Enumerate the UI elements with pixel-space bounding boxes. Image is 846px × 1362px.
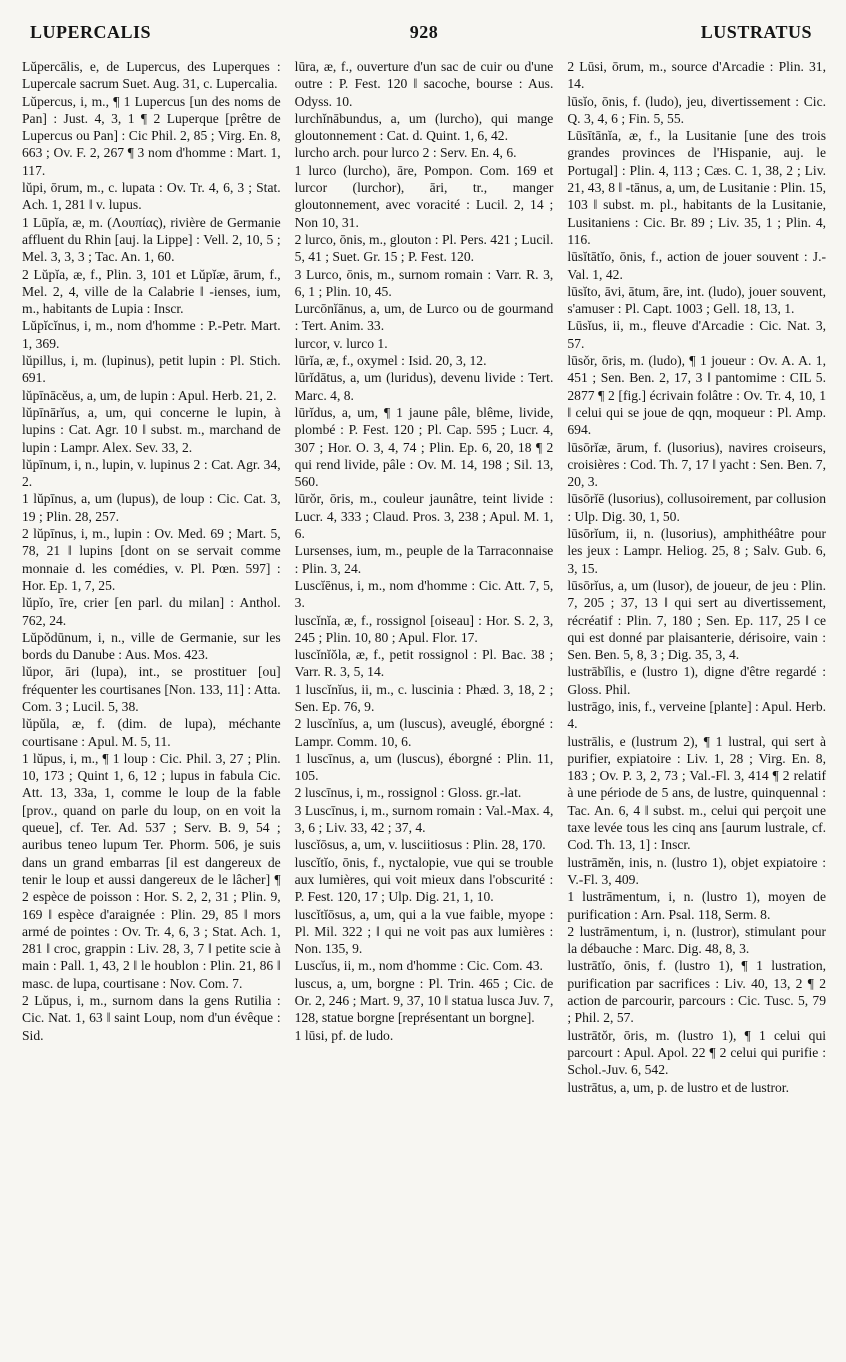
dictionary-entry: lŭpīnum, i, n., lupin, v. lupinus 2 : Cat. Agr. 34, 2.	[22, 456, 281, 490]
dictionary-entry: lustrābĭlis, e (lustro 1), digne d'être regardé : Gloss. Phil.	[567, 664, 827, 697]
dictionary-entry: lūsĭto, āvi, ātum, āre, int. (ludo), jouer souvent, s'amuser : Pl. Capt. 1003 ; Gell. 18, 13, 1.	[567, 283, 827, 317]
dictionary-entry: Luscĭus, ii, m., nom d'homme : Cic. Com. 43.	[294, 958, 543, 974]
dictionary-entry: lūsōrĭæ, ārum, f. (lusorius), navires croiseurs, croisières : Cod. Th. 7, 17 ‖ yacht : Sen. Ben. 7, 20, 3.	[567, 439, 827, 490]
dictionary-entry: lurcor, v. lurco 1.	[294, 335, 388, 351]
dictionary-entry: Lūsītānĭa, æ, f., la Lusitanie [une des trois grandes provinces de l'Hispanie, auj. le Portugal] : Plin. 4, 113 ; Cæs. C. 1, 38, 2 ; Liv. 21, 43, 8 ‖ -tānus, a, um, de Lusitanie : Plin. 15, 103 ‖ subst. m. pl., habitants de la Lusitanie, Lusitaniens : Cic. Br. 89 ; Liv. 35, 1 ; Plin. 4, 116.	[567, 128, 827, 247]
dictionary-entry: 2 luscĭnĭus, a, um (luscus), aveuglé, éborgné : Lampr. Comm. 10, 6.	[294, 716, 554, 749]
dictionary-entry: lūsĭo, ōnis, f. (ludo), jeu, divertissement : Cic. Q. 3, 4, 6 ; Fin. 5, 55.	[567, 93, 827, 126]
dictionary-entry: 2 lurco, ōnis, m., glouton : Pl. Pers. 421 ; Lucil. 5, 41 ; Suet. Gr. 15 ; P. Fest. 120.	[294, 231, 554, 265]
dictionary-entry: lūsŏr, ōris, m. (ludo), ¶ 1 joueur : Ov. A. A. 1, 451 ; Sen. Ben. 2, 17, 3 ‖ pantomime : CIL 5. 2877 ¶ 2 [fig.] écrivain folâtre : Ov. Tr. 4, 10, 1 ‖ celui qui se joue de qqn, moqueur : Pl. Amp. 694.	[567, 353, 827, 438]
dictionary-entry: 1 lŭpus, i, m., ¶ 1 loup : Cic. Phil. 3, 27 ; Plin. 10, 173 ; Quint 1, 6, 12 ; lupus in fabula Cic. Att. 13, 33a, 1, comme le loup de la fable [prov., quand on parle du loup, on en voit la queue], cf. Ter. Ad. 537 ; Serv. B. 9, 54 ; auribus teneo lupum Ter. Phorm. 506, je suis dans un grand embarras [il est dangereux de tenir le loup et aussi dangereux de le lâcher] ¶ 2 espèce de poisson : Hor. S. 2, 2, 31 ; Plin. 9, 169 ‖ espèce d'araignée : Plin. 29, 85 ‖ mors armé de pointes : Ov. Tr. 4, 6, 3 ; Stat. Ach. 1, 281 ‖ croc, grappin : Liv. 28, 3, 7 ‖ petite scie à main : Pall. 1, 43, 2 ‖ le houblon : Plin. 21, 86 ‖ masc. de lupa, courtisane : Nov. Com. 7.	[22, 750, 281, 991]
dictionary-entry: lurchĭnābundus, a, um (lurcho), qui mange gloutonnement : Cat. d. Quint. 1, 6, 42.	[294, 110, 554, 144]
dictionary-entry: Lŭpercus, i, m., ¶ 1 Lupercus [un des noms de Pan] : Just. 4, 3, 1 ¶ 2 Luperque [prêtre de Lupercus ou Pan] : Cic Phil. 2, 85 ; Virg. En. 8, 663 ; Ov. F. 2, 267 ¶ 3 nom d'homme : Mart. 1, 117.	[22, 93, 281, 178]
dictionary-entry: luscĭnĭa, æ, f., rossignol [oiseau] : Hor. S. 2, 3, 245 ; Plin. 10, 80 ; Apul. Flor. 17.	[294, 612, 554, 645]
dictionary-entry: lŭpor, āri (lupa), int., se prostituer [ou] fréquenter les courtisanes [Non. 133, 11] : Atta. Com. 3 ; Lucil. 5, 38.	[22, 664, 281, 714]
dictionary-entry: lūsōrĭum, ii, n. (lusorius), amphithéâtre pour les jeux : Lampr. Heliog. 25, 8 ; Salv. Gub. 6, 3, 15.	[567, 526, 827, 576]
dictionary-entry: 3 Luscīnus, i, m., surnom romain : Val.-Max. 4, 3, 6 ; Liv. 33, 42 ; 37, 4.	[294, 802, 554, 836]
dictionary-entry: Lŭpŏdūnum, i, n., ville de Germanie, sur les bords du Danube : Aus. Mos. 423.	[22, 629, 281, 663]
dictionary-entry: 2 Lŭpus, i, m., surnom dans la gens Rutilia : Cic. Nat. 1, 63 ‖ saint Loup, nom d'un évêque : Sid.	[22, 993, 281, 1043]
dictionary-entry: 3 Lurco, ōnis, m., surnom romain : Varr. R. 3, 6, 1 ; Plin. 10, 45.	[294, 266, 554, 299]
column-3	[567, 58, 826, 1096]
column-2	[295, 58, 554, 1096]
dictionary-entry: 2 Lūsi, ōrum, m., source d'Arcadie : Plin. 31, 14.	[567, 59, 827, 92]
dictionary-entry: 2 luscīnus, i, m., rossignol : Gloss. gr.-lat.	[294, 785, 522, 801]
dictionary-entry: luscĭōsus, a, um, v. lusciitiosus : Plin. 28, 170.	[294, 837, 546, 853]
dictionary-entry: lūsĭtātĭo, ōnis, f., action de jouer souvent : J.-Val. 1, 42.	[567, 249, 827, 282]
dictionary-entry: lurcho arch. pour lurco 2 : Serv. En. 4, 6.	[294, 145, 517, 161]
dictionary-entry: lŭpīnārĭus, a, um, qui concerne le lupin, à lupins : Cat. Agr. 10 ‖ subst. m., marchand de lupin : Lampr. Alex. Sev. 33, 2.	[22, 404, 281, 455]
page-number: 928	[409, 22, 439, 42]
dictionary-entry: 1 Lūpĭa, æ, m. (Λουπίας), rivière de Germanie affluent du Rhin [auj. la Lippe] : Vell. 2, 10, 5 ; Mel. 3, 3, 3 ; Tac. An. 1, 60.	[22, 214, 281, 265]
dictionary-entry: lŭpŭla, æ, f. (dim. de lupa), méchante courtisane : Apul. M. 5, 11.	[22, 716, 281, 749]
page-header	[22, 22, 826, 52]
dictionary-entry: lūra, æ, f., ouverture d'un sac de cuir ou d'une outre : P. Fest. 120 ‖ sacoche, bourse : Aus. Odyss. 10.	[294, 59, 554, 109]
dictionary-entry: lŭpi, ōrum, m., c. lupata : Ov. Tr. 4, 6, 3 ; Stat. Ach. 1, 281 ‖ v. lupus.	[22, 180, 281, 213]
dictionary-entry: lŭpĭo, īre, crier [en parl. du milan] : Anthol. 762, 24.	[22, 595, 281, 628]
dictionary-entry: Lursenses, ium, m., peuple de la Tarraconnaise : Plin. 3, 24.	[294, 543, 554, 576]
running-head-right: LUSTRATUS	[700, 22, 812, 42]
dictionary-entry: lustrālis, e (lustrum 2), ¶ 1 lustral, qui sert à purifier, expiatoire : Liv. 1, 28 ; Virg. En. 8, 183 ; Ov. P. 3, 2, 73 ; Val.-Fl. 3, 414 ¶ 2 relatif à une période de 5 ans, de lustre, quinquennal : Tac. An. 6, 4 ‖ subst. m., celui qui perçoit une taxe levée tous les cinq ans [aurum lustrale, cf. Cod. Th. 13, 1] : Inscr.	[567, 733, 827, 853]
dictionary-entry: 1 luscĭnĭus, ii, m., c. luscinia : Phæd. 3, 18, 2 ; Sen. Ep. 76, 9.	[294, 681, 554, 714]
dictionary-entry: lustrātĭo, ōnis, f. (lustro 1), ¶ 1 lustration, purification par sacrifices : Liv. 40, 13, 2 ¶ 2 action de parcourir, parcours : Cic. Tusc. 5, 79 ; Phil. 2, 57.	[567, 958, 827, 1026]
dictionary-entry: luscĭtĭo, ōnis, f., nyctalopie, vue qui se trouble aux lumières, qui voit mieux dans l'obscurité : P. Fest. 120, 17 ; Ulp. Dig. 21, 1, 10.	[294, 854, 554, 905]
dictionary-entry: 1 lurco (lurcho), āre, Pompon. Com. 169 et lurcor (lurchor), āri, tr., manger gloutonnement, avec voracité : Lucil. 2, 14 ; Non 10, 31.	[294, 162, 554, 230]
dictionary-entry: luscĭtĭōsus, a, um, qui a la vue faible, myope : Pl. Mil. 322 ; ‖ qui ne voit pas aux lumières : Non. 135, 9.	[294, 906, 554, 957]
dictionary-entry: lūsōrĭē (lusorius), collusoirement, par collusion : Ulp. Dig. 30, 1, 50.	[567, 491, 827, 524]
dictionary-entry: lūsōrĭus, a, um (lusor), de joueur, de jeu : Plin. 7, 205 ; 37, 13 ‖ qui sert au divertissement, récréatif : Plin. 7, 180 ; Sen. Ep. 117, 25 ‖ ce qui est donné par plaisanterie, dérisoire, vain : Sen. Ben. 5, 8, 3 ; Dig. 35, 3, 4.	[567, 577, 827, 663]
dictionary-entry: Lurcōnĭānus, a, um, de Lurco ou de gourmand : Tert. Anim. 33.	[294, 301, 554, 334]
dictionary-entry: lūrŏr, ōris, m., couleur jaunâtre, teint livide : Lucr. 4, 333 ; Claud. Pros. 3, 238 ; Apul. M. 1, 6.	[294, 491, 554, 542]
dictionary-entry: lŭpīnācĕus, a, um, de lupin : Apul. Herb. 21, 2.	[22, 387, 277, 403]
dictionary-entry: 2 Lŭpĭa, æ, f., Plin. 3, 101 et Lŭpĭæ, ārum, f., Mel. 2, 4, ville de la Calabrie ‖ -ienses, ium, m., habitants de Lupia : Inscr.	[22, 266, 281, 317]
columns	[22, 58, 826, 1096]
dictionary-entry: 1 lŭpīnus, a, um (lupus), de loup : Cic. Cat. 3, 19 ; Plin. 28, 257.	[22, 491, 281, 524]
dictionary-entry: lūrĭdus, a, um, ¶ 1 jaune pâle, blême, livide, plombé : P. Fest. 120 ; Pl. Cap. 595 ; Lucr. 4, 307 ; Hor. O. 3, 4, 74 ; Plin. Ep. 6, 20, 18 ¶ 2 qui rend livide, pâle : Ov. M. 14, 198 ; Sil. 13, 560.	[294, 404, 554, 490]
dictionary-entry: lŭpillus, i, m. (lupinus), petit lupin : Pl. Stich. 691.	[22, 353, 281, 386]
dictionary-entry: lustrāgo, inis, f., verveine [plante] : Apul. Herb. 4.	[567, 698, 827, 732]
dictionary-entry: 2 lustrāmentum, i, n. (lustror), stimulant pour la débauche : Marc. Dig. 48, 8, 3.	[567, 923, 827, 957]
dictionary-entry: lūrĭa, æ, f., oxymel : Isid. 20, 3, 12.	[294, 353, 487, 369]
dictionary-entry: lustrāmĕn, inis, n. (lustro 1), objet expiatoire : V.-Fl. 3, 409.	[567, 854, 827, 887]
dictionary-entry: 1 lustrāmentum, i, n. (lustro 1), moyen de purification : Arn. Psal. 118, Serm. 8.	[567, 889, 827, 922]
dictionary-entry: 1 luscīnus, a, um (luscus), éborgné : Plin. 11, 105.	[294, 750, 554, 784]
dictionary-entry: luscus, a, um, borgne : Pl. Trin. 465 ; Cic. de Or. 2, 246 ; Mart. 9, 37, 10 ‖ statua lusca Juv. 7, 128, statue borgne [représentant un borgne].	[294, 975, 554, 1026]
dictionary-entry: lūrĭdātus, a, um (luridus), devenu livide : Tert. Marc. 4, 8.	[294, 370, 554, 403]
dictionary-entry: lustrātŏr, ōris, m. (lustro 1), ¶ 1 celui qui parcourt : Apul. Apol. 22 ¶ 2 celui qui purifie : Schol.-Juv. 6, 542.	[567, 1027, 827, 1078]
running-head-left: LUPERCALIS	[30, 22, 152, 42]
column-1	[22, 58, 281, 1096]
dictionary-entry: Lŭpercālis, e, de Lupercus, des Luperques : Lupercale sacrum Suet. Aug. 31, c. Lupercalia.	[22, 59, 281, 92]
dictionary-entry: Luscĭēnus, i, m., nom d'homme : Cic. Att. 7, 5, 3.	[294, 577, 554, 611]
dictionary-entry: 1 lūsi, pf. de ludo.	[294, 1027, 394, 1043]
dictionary-entry: Lŭpĭcĭnus, i, m., nom d'homme : P.-Petr. Mart. 1, 369.	[22, 318, 281, 351]
dictionary-entry: lustrātus, a, um, p. de lustro et de lustror.	[567, 1079, 789, 1095]
dictionary-entry: 2 lŭpīnus, i, m., lupin : Ov. Med. 69 ; Mart. 5, 78, 21 ‖ lupins [dont on se servait comme monnaie d. les comédies, v. Pl. Pœn. 597] : Hor. Ep. 1, 7, 25.	[22, 526, 281, 593]
dictionary-entry: Lūsĭus, ii, m., fleuve d'Arcadie : Cic. Nat. 3, 57.	[567, 318, 827, 351]
dictionary-entry: luscĭnĭŏla, æ, f., petit rossignol : Pl. Bac. 38 ; Varr. R. 3, 5, 14.	[294, 647, 554, 680]
